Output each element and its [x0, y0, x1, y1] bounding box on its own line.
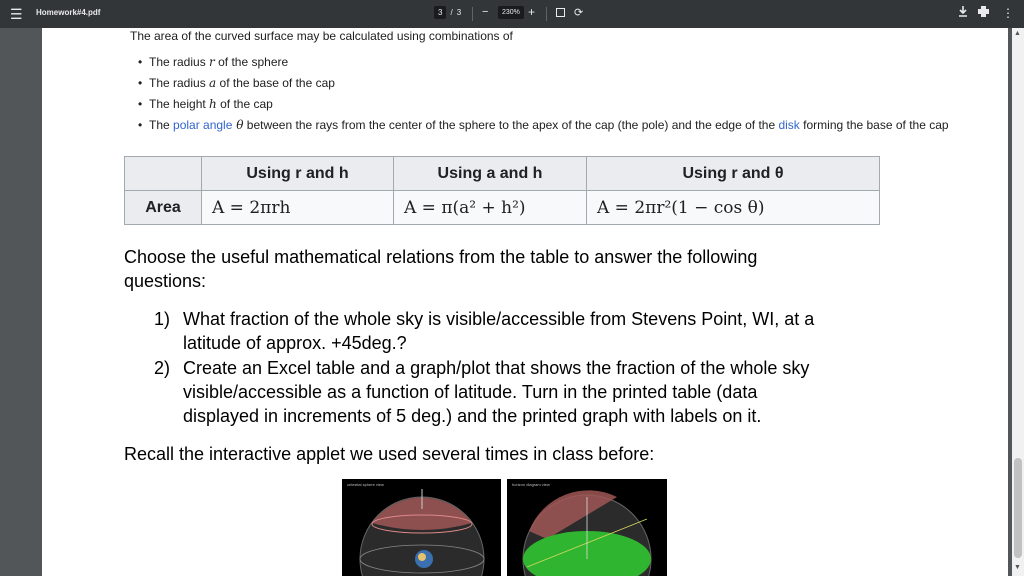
applet-caption: celestial sphere view — [347, 482, 384, 487]
table-row — [125, 191, 880, 225]
recall-text: Recall the interactive applet we used several times in class before: — [124, 444, 655, 464]
table-corner — [125, 157, 202, 191]
bullet-list — [138, 54, 949, 138]
zoom-in-button[interactable]: + — [528, 5, 536, 19]
intro-text: The area of the curved surface may be calculated using combinations of — [130, 29, 513, 43]
toolbar-divider — [472, 7, 473, 21]
formula-cell: A = 2πrh — [202, 191, 394, 225]
question-number: 1) — [154, 309, 171, 329]
disk-link[interactable]: disk — [778, 118, 800, 132]
list-item: • The height h of the cap — [138, 96, 949, 117]
sphere-illustration — [342, 479, 501, 576]
table-header: Using r and h — [202, 157, 394, 191]
instructions-line: Choose the useful mathematical relations from the table to answer the following — [124, 247, 758, 267]
zoom-out-button[interactable]: − — [482, 6, 489, 18]
scrollbar-thumb[interactable] — [1014, 458, 1022, 558]
question-text: Create an Excel table and a graph/plot that shows the fraction of the whole sky visible/accessible as a function of latitude. Turn in the printed table (data displayed in increments of 5 deg.) and the printed graph with labels on it. — [183, 358, 810, 426]
list-item: • The radius a of the base of the cap — [138, 75, 949, 96]
list-item: • The radius r of the sphere — [138, 54, 949, 75]
table-header: Using r and θ — [587, 157, 880, 191]
total-pages: 3 — [456, 8, 462, 17]
current-page-input[interactable]: 3 — [434, 6, 446, 19]
formula-table — [124, 156, 880, 225]
formula-cell: A = 2πr²(1 − cos θ) — [587, 191, 880, 225]
file-name: Homework#4.pdf — [36, 8, 101, 17]
page-indicator — [434, 6, 461, 19]
scroll-down-icon[interactable]: ▼ — [1014, 564, 1021, 571]
table-header: Using a and h — [394, 157, 587, 191]
celestial-sphere-image — [342, 479, 501, 576]
instructions-line: questions: — [124, 271, 207, 291]
rotate-icon[interactable]: ⟳ — [574, 7, 584, 19]
pdf-page — [42, 28, 1008, 576]
scrollbar[interactable] — [1012, 28, 1024, 576]
page-separator: / — [450, 8, 453, 17]
scroll-up-icon[interactable]: ▲ — [1014, 30, 1021, 37]
pdf-toolbar — [0, 0, 1024, 28]
horizon-diagram-image — [507, 479, 667, 576]
question-number: 2) — [154, 358, 171, 378]
toolbar-divider — [546, 7, 547, 21]
row-header: Area — [125, 191, 202, 225]
applet-caption: horizon diagram view — [512, 482, 550, 487]
more-icon[interactable]: ⋮ — [1002, 6, 1014, 20]
menu-icon[interactable]: ☰ — [10, 6, 23, 22]
zoom-level-input[interactable]: 230% — [498, 6, 524, 19]
fit-to-page-icon[interactable] — [556, 8, 565, 17]
list-item: • The polar angle θ between the rays from the center of the sphere to the apex of the cap (the pole) and the edge of the disk forming the base of the cap — [138, 117, 949, 138]
question-text: What fraction of the whole sky is visible/accessible from Stevens Point, WI, at a latitude of approx. +45deg.? — [183, 309, 815, 353]
polar-angle-link[interactable]: polar angle — [173, 118, 233, 132]
download-icon[interactable] — [958, 6, 968, 20]
horizon-illustration — [507, 479, 667, 576]
formula-cell: A = π(a² + h²) — [394, 191, 587, 225]
print-icon[interactable] — [978, 6, 989, 20]
